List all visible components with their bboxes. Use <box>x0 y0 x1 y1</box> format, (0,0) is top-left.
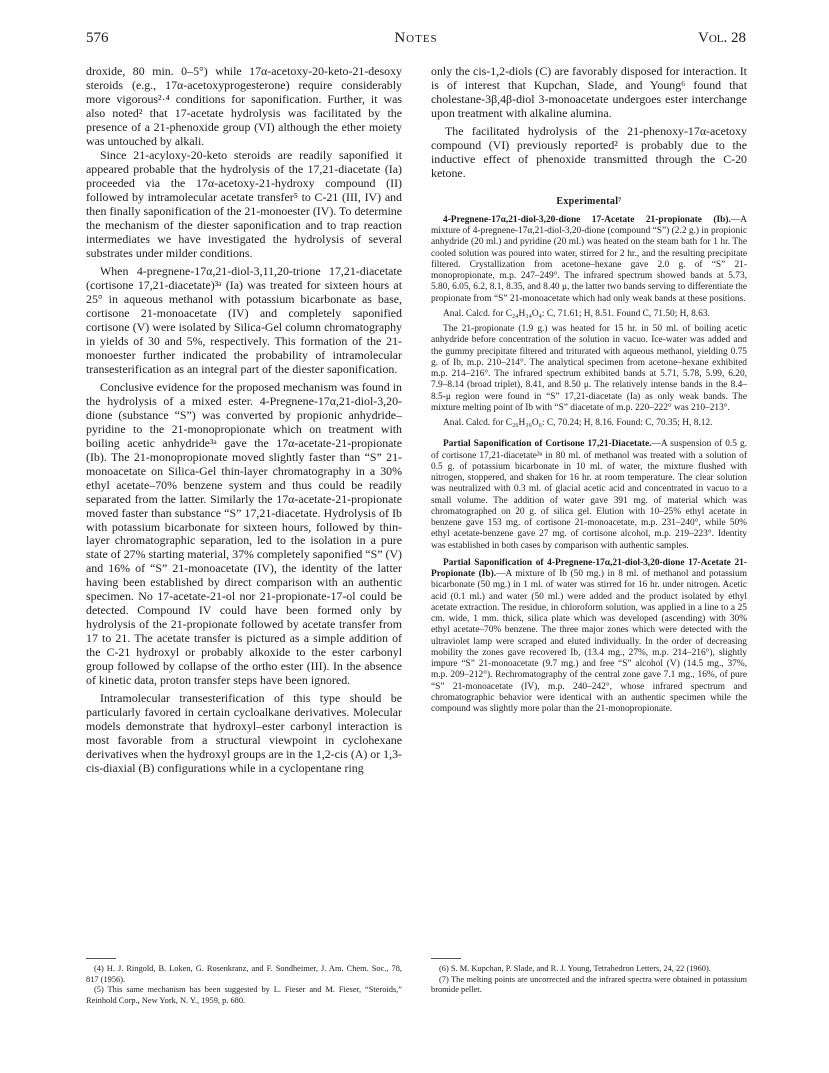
procedure-text: —A suspension of 0.5 g. of cortisone 17,21-diacetate³ᵃ in 80 ml. of methanol was treated with a solution of 0.5 g. of potassium bicarbonate in 10 ml. of water, the mixture flushed with nitrogen, stoppered, and shaken for 16 hr. at room temperature. The clear solution was neutralized with 0.3 ml. of glacial acetic acid and concentrated in vacuo to a small volume. The addition of water gave 391 mg. of material which was chromatographed on 20 g. of silica gel. Elution with 10–25% ethyl acetate in benzene gave 153 mg. of cortisone 21-monoacetate, m.p. 231–240°, while 50% ethyl acetate-benzene gave 27 mg. of cortisone alcohol, m.p. 219–223°. Identity was established in both cases by comparison with authentic samples. <box>431 439 747 551</box>
procedure-title: Partial Saponification of Cortisone 17,21-Diacetate. <box>443 439 652 450</box>
page-header <box>86 30 746 48</box>
footnotes-left <box>86 964 402 1006</box>
footnote-rule <box>86 958 116 959</box>
volume-label: Vol. 28 <box>698 30 746 46</box>
experimental-paragraph <box>431 215 747 305</box>
footnote: (5) This same mechanism has been suggested by L. Fieser and M. Fieser, “Steroids,” Reinhold Corp., New York, N. Y., 1959, p. 680. <box>86 985 402 1005</box>
footnote: (4) H. J. Ringold, B. Loken, G. Rosenkranz, and F. Sondheimer, J. Am. Chem. Soc., 78, 817 (1956). <box>86 964 402 984</box>
paragraph: Since 21-acyloxy-20-keto steroids are readily saponified it appeared probable that the hydrolysis of the 17,21-diacetate (Ia) proceeded via the 17α-acetoxy-21-hydroxy compound (II) followed by intramolecular acetate transfer⁵ to C-21 (III, IV) and then finally saponification of the 21-monoester (IV). To determine the mechanism of the diester saponification and to trap reaction intermediates we have investigated the hydrolysis of several substrates under milder conditions. <box>86 147 402 260</box>
experimental-paragraph: The 21-propionate (1.9 g.) was heated for 15 hr. in 50 ml. of boiling acetic anhydride before concentration of the solution in vacuo. Ice-water was added and the gummy precipitate filtered and triturated with aqueous methanol, yielding 0.75 g. of Ib, m.p. 210–214°. The analytical specimen from acetone–hexane exhibited m.p. 214–216°. The infrared spectrum exhibited bands at 5.71, 5.78, 5.99, 6.20, 7.9–8.14 (broad triplet), 8.41, and 8.50 μ. The relatively intense bands in the 8.4–8.5-μ region were found in “S” 17,21-diacetate (Ia) as only weak bands. The mixture melting point of Ib with “S” diacetate of m.p. 220–222° was 210–213°. <box>431 324 747 413</box>
section-heading: Experimental⁷ <box>556 195 622 207</box>
left-column <box>86 64 402 775</box>
footnotes-right <box>431 964 747 996</box>
footnote: (6) S. M. Kupchan, P. Slade, and R. J. Young, Tetrahedron Letters, 24, 22 (1960). <box>439 964 711 973</box>
experimental-paragraph <box>431 439 747 552</box>
page-number: 576 <box>86 30 109 46</box>
footnote: (7) The melting points are uncorrected and the infrared spectra were obtained in potassium bromide pellet. <box>431 974 747 995</box>
running-head: Notes <box>394 30 438 46</box>
right-column <box>431 64 747 715</box>
paragraph: Conclusive evidence for the proposed mechanism was found in the hydrolysis of a mixed ester. 4-Pregnene-17α,21-diol-3,20-dione (substance “S”) was converted by propionic anhydride–pyridine to the 21-monopropionate which on treatment with boiling acetic anhydride³ᵃ gave the 17α-acetate-21-propionate (Ib). The 21-monopropionate moved slightly faster than “S” 21-monoacetate on Silica-Gel thin-layer chromatography in a 30% ethyl acetate–70% benzene system and thus could be readily separated from the latter. Similarly the 17α-acetate-21-propionate moved faster than substance “S” 17,21-diacetate. Hydrolysis of Ib with potassium bicarbonate for sixteen hours, followed by thin-layer chromatographic separation, led to the isolation in a pure state of 27% starting material, 37% completely saponified “S” (V) and 16% of “S” 21-monoacetate (IV), the identity of the latter having been established by direct comparison with an authentic specimen. No 17-acetate-21-ol nor 21-propionate-17-ol could be detected. Compound IV could have been formed only by hydrolysis of the 21-propionate followed by acetate transfer from 17 to 21. The acetate transfer is pictured as a simple addition of the C-21 hydroxyl or probably alkoxide to the ester carbonyl group followed by collapse of the ortho ester (III). In the absence of kinetic data, proton transfer steps have been ignored. <box>86 379 402 688</box>
paragraph: Intramolecular transesterification of this type should be particularly favored in certain cycloalkane derivatives. Molecular models demonstrate that hydroxyl–ester carbonyl interaction is most favorable from a structural viewpoint in cyclohexane derivatives when the hydroxyl groups are in the 1,2-cis (A) or 1,3-cis-diaxial (B) configurations while in a cyclopentane ring <box>86 691 403 776</box>
procedure-text: —A mixture of Ib (50 mg.) in 8 ml. of methanol and potassium bicarbonate (50 mg.) in 1 ml. of water was stirred for 16 hr. under nitrogen. Acetic acid (0.1 ml.) and water (50 ml.) were added and the product isolated by ethyl acetate extraction. The residue, in chloroform solution, was applied in a line to a 25 cm. wide, 1 mm. thick, silica plate which was developed (ascending) with 30% ethyl acetate–70% benzene. The three major zones which were detected with the ultraviolet lamp were scraped and eluted individually. In the order of decreasing mobility the zones gave recovered Ib, (13.4 mg., 27%, m.p. 214–216°), slightly impure “S” 21-monoacetate (9.7 mg.) and free “S” alcohol (V) (14.5 mg., 37%, m.p. 209–212°). Rechromatography of the central zone gave 7.1 mg., 16%, of pure “S” 21-monoacetate (IV), m.p. 240–242°, whose infrared spectrum and chromatographic behavior were identical with an authentic specimen while the compound was slightly more polar than the 21-monopropionate. <box>431 569 747 715</box>
paragraph: droxide, 80 min. 0–5°) while 17α-acetoxy-20-keto-21-desoxy steroids (e.g., 17α-acetoxyprogesterone) require considerably more vigorous²·⁴ conditions for saponification. Further, it was also noted² that 17-acetate hydrolysis was facilitated by the presence of a 21-phenoxide group (VI) although the ether moiety was untouched by alkali. <box>86 64 402 148</box>
experimental-body <box>431 215 747 716</box>
analysis-line: Anal. Calcd. for C₂₄H₃₄O₄: C, 71.61; H, 8.51. Found C, 71.50; H, 8.63. <box>443 308 710 319</box>
procedure-title: Partial Saponification of 4-Pregnene-17α,21-diol-3,20-dione 17-Acetate 21-Propionate (Ib). <box>431 557 747 580</box>
experimental-paragraph <box>431 558 747 716</box>
paragraph: The facilitated hydrolysis of the 21-phenoxy-17α-acetoxy compound (VI) previously reported² is probably due to the inductive effect of phenoxide transmitted through the C-20 ketone. <box>431 123 747 180</box>
procedure-text: —A mixture of 4-pregnene-17α,21-diol-3,20-dione (compound “S”) (2.2 g.) in propionic anhydride (20 ml.) and pyridine (20 ml.) was heated on the steam bath for 1 hr. The cooled solution was poured into water, stirred for 2 hr., and the resulting precipitate filtered. Crystallization from acetone–hexane gave 2.0 g. of “S” 21-monopropionate, m.p. 247–249°. The infrared spectrum showed bands at 5.73, 5.80, 6.05, 6.2, 8.1, 8.35, and 8.40 μ, the latter two bands serving to differentiate the propionate from “S” 21-monoacetate which had only weak bands at these positions. <box>431 214 747 304</box>
footnote-rule <box>431 958 461 959</box>
analysis-line: Anal. Calcd. for C₂₆H₃₆O₆: C, 70.24; H, 8.16. Found: C, 70.35; H, 8.12. <box>443 418 713 429</box>
paragraph: When 4-pregnene-17α,21-diol-3,11,20-trione 17,21-diacetate (cortisone 17,21-diacetate)³ᵃ (Ia) was treated for sixteen hours at 25° in aqueous methanol with potassium bicarbonate as base, cortisone 21-monoacetate (IV) and completely saponified cortisone (V) were isolated by Silica-Gel column chromatography in yields of 30 and 5%, respectively. This formation of the 21-monoester further indicated the probability of intramolecular transesterification as an integral part of the diester saponification. <box>86 263 402 376</box>
procedure-title: 4-Pregnene-17α,21-diol-3,20-dione 17-Acetate 21-propionate (Ib). <box>443 214 731 225</box>
paragraph: only the cis-1,2-diols (C) are favorably disposed for interaction. It is of interest that Kupchan, Slade, and Young⁶ found that cholestane-3β,4β-diol 3-monoacetate undergoes ester interchange upon treatment with alkaline alumina. <box>431 64 747 120</box>
